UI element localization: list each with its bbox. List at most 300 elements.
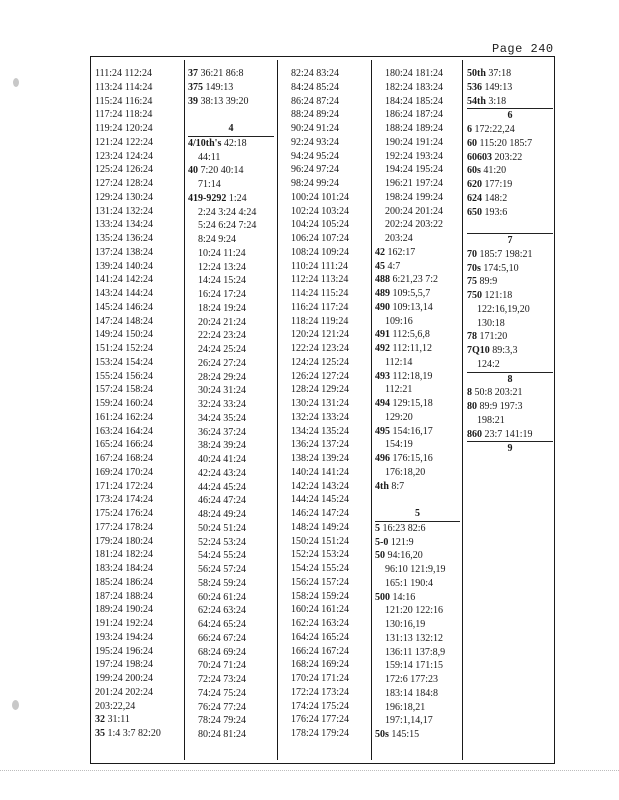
index-entry	[188, 632, 274, 646]
page-line-refs: 159:24 160:24	[95, 398, 154, 409]
index-entry	[291, 328, 369, 342]
index-entry	[291, 95, 369, 109]
index-entry	[375, 67, 460, 81]
index-entry	[291, 108, 369, 122]
index-entry	[95, 631, 181, 645]
page-line-refs: 191:24 192:24	[95, 618, 154, 629]
page-line-refs: 116:24 117:24	[291, 301, 349, 313]
page-line-refs: 44:11	[198, 151, 221, 163]
page-line-refs: 117:24 118:24	[95, 109, 153, 121]
page-line-refs: 46:24 47:24	[198, 495, 247, 507]
index-entry	[95, 205, 181, 219]
index-entry	[95, 603, 181, 617]
page-line-refs: 155:24 156:24	[95, 370, 154, 382]
index-entry	[95, 342, 181, 356]
page-line-refs: 36:21 86:8	[200, 68, 244, 79]
page-line-refs: 148:2	[484, 192, 508, 204]
index-column-5	[467, 67, 553, 456]
index-term: 624	[467, 192, 482, 204]
page-line-refs: 171:20	[479, 331, 508, 343]
page-line-refs: 115:24 116:24	[95, 95, 153, 107]
index-entry	[291, 507, 369, 521]
index-entry	[375, 191, 460, 205]
page-line-refs: 20:24 21:24	[198, 316, 247, 328]
page-line-refs: 36:24 37:24	[198, 426, 247, 438]
page-line-refs: 62:24 63:24	[198, 605, 247, 617]
page-line-refs: 136:24 137:24	[291, 439, 350, 451]
index-entry	[291, 301, 369, 315]
index-entry	[291, 342, 369, 356]
index-entry	[291, 177, 369, 191]
page-line-refs: 40:24 41:24	[198, 454, 247, 465]
page-line-refs: 198:21	[477, 414, 505, 426]
index-term: 39	[188, 95, 198, 107]
index-entry	[291, 438, 369, 452]
index-term: 491	[375, 329, 390, 341]
page-line-refs: 146:24 147:24	[291, 508, 350, 519]
index-entry	[375, 246, 460, 260]
index-entry	[291, 218, 369, 232]
page-line-refs: 14:24 15:24	[198, 275, 247, 287]
index-entry	[188, 67, 274, 81]
page-line-refs: 86:24 87:24	[291, 95, 340, 107]
index-entry	[375, 342, 460, 356]
page-line-refs: 34:24 35:24	[198, 412, 247, 424]
page-line-refs: 171:24 172:24	[95, 480, 154, 492]
index-entry	[188, 219, 274, 233]
page-line-refs: 58:24 59:24	[198, 577, 247, 589]
page-line-refs: 133:24 134:24	[95, 219, 154, 231]
page-line-refs: 149:13	[205, 81, 234, 93]
binder-hole-mark	[12, 700, 19, 710]
index-entry	[95, 67, 181, 81]
index-term: 488	[375, 274, 390, 286]
index-term: 419-9292	[188, 192, 227, 204]
page-line-refs: 140:24 141:24	[291, 466, 350, 478]
index-term: 490	[375, 301, 390, 313]
index-term: 489	[375, 288, 390, 299]
index-entry	[188, 371, 274, 385]
index-entry	[291, 315, 369, 329]
page-line-refs: 14:16	[392, 591, 416, 603]
index-entry	[291, 548, 369, 562]
index-entry	[188, 357, 274, 371]
index-entry	[375, 136, 460, 150]
page-line-refs: 111:24 112:24	[95, 68, 152, 79]
index-term: 7Q10	[467, 345, 490, 356]
index-entry	[95, 658, 181, 672]
index-term: 40	[188, 165, 198, 177]
index-entry	[291, 452, 369, 466]
index-entry	[291, 411, 369, 425]
page-line-refs: 8:24 9:24	[198, 234, 237, 245]
page-line-refs: 129:20	[385, 411, 413, 423]
index-term: 70s	[467, 262, 481, 274]
page-line-refs: 131:13 132:12	[385, 632, 444, 644]
page-line-refs: 174:24 175:24	[291, 700, 350, 712]
page-line-refs: 195:24 196:24	[95, 645, 154, 657]
index-entry	[375, 522, 460, 536]
page-line-refs: 50:24 51:24	[198, 522, 247, 534]
column-divider	[462, 60, 463, 760]
index-entry	[375, 108, 460, 122]
page-line-refs: 71:14	[198, 179, 221, 190]
index-entry	[291, 713, 369, 727]
index-entry	[95, 301, 181, 315]
index-entry	[95, 122, 181, 136]
index-entry	[188, 81, 274, 95]
index-entry	[188, 563, 274, 577]
index-term: 35	[95, 728, 105, 739]
index-entry	[467, 164, 553, 178]
index-entry	[188, 206, 274, 220]
page-line-refs: 154:19	[385, 439, 413, 451]
index-entry	[188, 316, 274, 330]
index-entry	[291, 246, 369, 260]
spacer	[375, 493, 460, 507]
index-entry	[95, 328, 181, 342]
page-line-refs: 64:24 65:24	[198, 619, 247, 630]
page-line-refs: 175:24 176:24	[95, 508, 154, 519]
index-entry	[95, 95, 181, 109]
page-edge	[0, 770, 619, 771]
index-entry	[291, 205, 369, 219]
page-line-refs: 158:24 159:24	[291, 590, 350, 602]
page-line-refs: 180:24 181:24	[385, 68, 444, 79]
index-entry	[188, 508, 274, 522]
index-entry	[467, 275, 553, 289]
section-heading: 6	[467, 108, 553, 123]
page-line-refs: 104:24 105:24	[291, 219, 350, 231]
index-column-3	[291, 67, 369, 741]
page-line-refs: 4:7	[387, 260, 401, 272]
index-entry	[375, 632, 460, 646]
index-entry	[95, 548, 181, 562]
index-entry	[188, 178, 274, 192]
page-line-refs: 74:24 75:24	[198, 687, 247, 699]
index-entry	[95, 507, 181, 521]
page-line-refs: 12:24 13:24	[198, 261, 247, 273]
index-entry	[188, 481, 274, 495]
index-entry	[188, 398, 274, 412]
page-line-refs: 41:20	[483, 165, 507, 177]
page-line-refs: 109:5,5,7	[392, 288, 431, 299]
page-line-refs: 185:7 198:21	[479, 248, 533, 260]
page-line-refs: 145:15	[391, 729, 420, 740]
page-line-refs: 169:24 170:24	[95, 466, 154, 478]
index-entry	[188, 714, 274, 728]
section-heading: 9	[467, 441, 553, 456]
index-entry	[375, 618, 460, 632]
index-entry	[375, 577, 460, 591]
index-entry	[95, 218, 181, 232]
index-entry	[95, 425, 181, 439]
index-entry	[375, 315, 460, 329]
column-divider	[371, 60, 372, 760]
page-line-refs: 76:24 77:24	[198, 701, 247, 713]
index-entry	[375, 273, 460, 287]
index-term: 495	[375, 425, 390, 437]
index-entry	[188, 233, 274, 247]
index-entry	[467, 358, 553, 372]
page-line-refs: 192:24 193:24	[385, 150, 444, 162]
index-term: 4th	[375, 480, 389, 492]
page-line-refs: 167:24 168:24	[95, 453, 154, 464]
page-line-refs: 26:24 27:24	[198, 357, 247, 369]
page-line-refs: 203:22,24	[95, 700, 136, 712]
page-line-refs: 203:24	[385, 233, 413, 244]
index-entry	[188, 728, 274, 742]
index-entry	[95, 191, 181, 205]
page-line-refs: 28:24 29:24	[198, 371, 247, 383]
index-entry	[291, 122, 369, 136]
index-term: 536	[467, 81, 482, 93]
page-line-refs: 100:24 101:24	[291, 191, 350, 203]
page-line-refs: 153:24 154:24	[95, 356, 154, 368]
index-entry	[95, 260, 181, 274]
index-entry	[188, 549, 274, 563]
page-line-refs: 118:24 119:24	[291, 315, 349, 327]
index-entry	[375, 177, 460, 191]
index-entry	[188, 288, 274, 302]
page-line-refs: 125:24 126:24	[95, 164, 154, 176]
page-line-refs: 197:24 198:24	[95, 659, 154, 671]
index-entry	[291, 603, 369, 617]
index-entry	[291, 370, 369, 384]
page-line-refs: 30:24 31:24	[198, 385, 247, 397]
index-entry	[188, 412, 274, 426]
index-entry	[375, 687, 460, 701]
page-line-refs: 168:24 169:24	[291, 659, 350, 671]
page-line-refs: 142:24 143:24	[291, 480, 350, 492]
page-line-refs: 109:16	[385, 315, 413, 327]
index-entry	[291, 466, 369, 480]
page-line-refs: 200:24 201:24	[385, 205, 444, 217]
page-line-refs: 115:20 185:7	[479, 137, 533, 149]
index-entry	[375, 728, 460, 742]
index-entry	[95, 287, 181, 301]
index-entry	[291, 700, 369, 714]
page-line-refs: 50:8 203:21	[474, 387, 523, 399]
spacer	[467, 219, 553, 233]
index-entry	[95, 535, 181, 549]
index-entry	[188, 95, 274, 109]
page-line-refs: 80:24 81:24	[198, 729, 247, 740]
page-line-refs: 48:24 49:24	[198, 509, 247, 520]
page-line-refs: 23:7 141:19	[484, 428, 533, 440]
index-entry	[188, 439, 274, 453]
index-column-1	[95, 67, 181, 741]
index-entry	[467, 262, 553, 276]
page-line-refs: 176:18,20	[385, 466, 426, 478]
page-line-refs: 16:23 82:6	[382, 522, 426, 534]
index-entry	[291, 521, 369, 535]
page-line-refs: 60:24 61:24	[198, 591, 247, 603]
index-entry	[467, 178, 553, 192]
page-line-refs: 189:24 190:24	[95, 604, 154, 616]
index-entry	[375, 701, 460, 715]
index-entry	[95, 383, 181, 397]
page-line-refs: 160:24 161:24	[291, 604, 350, 616]
page-line-refs: 196:21 197:24	[385, 178, 444, 189]
index-entry	[291, 576, 369, 590]
index-entry	[375, 604, 460, 618]
index-entry	[291, 645, 369, 659]
index-entry	[375, 411, 460, 425]
index-entry	[375, 287, 460, 301]
index-entry	[291, 81, 369, 95]
index-entry	[291, 658, 369, 672]
page-line-refs: 1:4 3:7 82:20	[107, 728, 161, 739]
page-line-refs: 32:24 33:24	[198, 399, 247, 410]
index-entry	[95, 246, 181, 260]
index-entry	[95, 576, 181, 590]
index-entry	[375, 673, 460, 687]
index-entry	[375, 163, 460, 177]
page-line-refs: 108:24 109:24	[291, 246, 350, 258]
page-line-refs: 138:24 139:24	[291, 453, 350, 464]
index-term: 75	[467, 276, 477, 288]
page-line-refs: 10:24 11:24	[198, 247, 246, 259]
page-line-refs: 184:24 185:24	[385, 95, 444, 107]
page-line-refs: 190:24 191:24	[385, 136, 444, 148]
index-entry	[188, 137, 274, 151]
page-line-refs: 18:24 19:24	[198, 302, 247, 314]
index-entry	[95, 452, 181, 466]
index-term: 37	[188, 68, 198, 79]
index-entry	[291, 260, 369, 274]
page-line-refs: 141:24 142:24	[95, 274, 154, 286]
index-entry	[375, 714, 460, 728]
index-entry	[467, 137, 553, 151]
page-line-refs: 121:20 122:16	[385, 605, 444, 617]
index-entry	[375, 563, 460, 577]
page-line-refs: 162:17	[387, 246, 416, 258]
page-line-refs: 172:24 173:24	[291, 686, 350, 698]
page-line-refs: 137:24 138:24	[95, 246, 154, 258]
spacer	[188, 108, 274, 122]
index-entry	[467, 400, 553, 414]
index-entry	[467, 289, 553, 303]
page-line-refs: 44:24 45:24	[198, 481, 247, 493]
page-line-refs: 38:13 39:20	[200, 95, 249, 107]
index-term: 60s	[467, 165, 481, 177]
page-line-refs: 102:24 103:24	[291, 205, 350, 217]
index-term: 750	[467, 290, 482, 301]
index-entry	[95, 438, 181, 452]
page-line-refs: 110:24 111:24	[291, 260, 348, 272]
page-line-refs: 161:24 162:24	[95, 411, 154, 423]
page-line-refs: 121:9	[390, 536, 414, 548]
index-entry	[375, 480, 460, 494]
page-line-refs: 170:24 171:24	[291, 673, 350, 684]
page-line-refs: 172:6 177:23	[385, 674, 439, 685]
page-line-refs: 139:24 140:24	[95, 260, 154, 272]
index-term: 50	[375, 550, 385, 562]
index-entry	[467, 95, 553, 109]
index-term: 620	[467, 179, 482, 190]
index-entry	[291, 631, 369, 645]
index-entry	[95, 397, 181, 411]
index-entry	[467, 303, 553, 317]
index-entry	[95, 163, 181, 177]
index-term: 80	[467, 401, 477, 412]
page-line-refs: 185:24 186:24	[95, 576, 154, 588]
page-line-refs: 84:24 85:24	[291, 81, 340, 93]
index-entry	[375, 536, 460, 550]
index-term: 650	[467, 206, 482, 218]
index-entry	[188, 384, 274, 398]
index-entry	[188, 522, 274, 536]
page-line-refs: 148:24 149:24	[291, 521, 350, 533]
page-line-refs: 176:15,16	[392, 453, 433, 464]
page-line-refs: 112:11,12	[392, 343, 433, 354]
index-term: 5-0	[375, 536, 389, 548]
page-line-refs: 94:24 95:24	[291, 150, 340, 162]
page-line-refs: 178:24 179:24	[291, 728, 350, 739]
page-line-refs: 154:16,17	[392, 425, 433, 437]
index-term: 54th	[467, 95, 486, 107]
section-heading: 7	[467, 233, 553, 248]
index-entry	[291, 273, 369, 287]
page-line-refs: 54:24 55:24	[198, 550, 247, 562]
page-line-refs: 202:24 203:22	[385, 219, 444, 231]
index-entry	[95, 686, 181, 700]
index-entry	[467, 67, 553, 81]
page-line-refs: 122:24 123:24	[291, 343, 350, 354]
index-entry	[467, 206, 553, 220]
index-entry	[291, 383, 369, 397]
page-line-refs: 177:24 178:24	[95, 521, 154, 533]
index-entry	[291, 590, 369, 604]
index-entry	[467, 192, 553, 206]
page-line-refs: 90:24 91:24	[291, 123, 340, 134]
index-entry	[291, 686, 369, 700]
page-line-refs: 96:24 97:24	[291, 164, 340, 176]
page-line-refs: 112:5,6,8	[392, 329, 430, 341]
index-term: 6	[467, 124, 472, 135]
index-term: 45	[375, 260, 385, 272]
page-line-refs: 154:24 155:24	[291, 563, 350, 574]
index-entry	[188, 329, 274, 343]
page-line-refs: 37:18	[488, 68, 512, 79]
index-entry	[188, 261, 274, 275]
page-line-refs: 56:24 57:24	[198, 564, 247, 575]
index-term: 493	[375, 370, 390, 382]
page-line-refs: 96:10 121:9,19	[385, 564, 446, 575]
index-entry	[188, 646, 274, 660]
page-line-refs: 112:21	[385, 384, 413, 396]
page-line-refs: 194:24 195:24	[385, 164, 444, 176]
index-entry	[375, 591, 460, 605]
page-line-refs: 199:24 200:24	[95, 673, 154, 684]
index-entry	[291, 535, 369, 549]
index-entry	[188, 604, 274, 618]
page-line-refs: 156:24 157:24	[291, 576, 350, 588]
page-line-refs: 201:24 202:24	[95, 686, 154, 698]
page-line-refs: 68:24 69:24	[198, 646, 247, 658]
page-line-refs: 124:2	[477, 358, 500, 370]
page-line-refs: 130:18	[477, 317, 505, 329]
index-entry	[188, 302, 274, 316]
index-entry	[375, 232, 460, 246]
index-entry	[291, 493, 369, 507]
index-term: 496	[375, 453, 390, 464]
index-entry	[95, 370, 181, 384]
column-divider	[184, 60, 185, 760]
page-line-refs: 3:18	[488, 95, 507, 107]
page-line-refs: 198:24 199:24	[385, 191, 444, 203]
